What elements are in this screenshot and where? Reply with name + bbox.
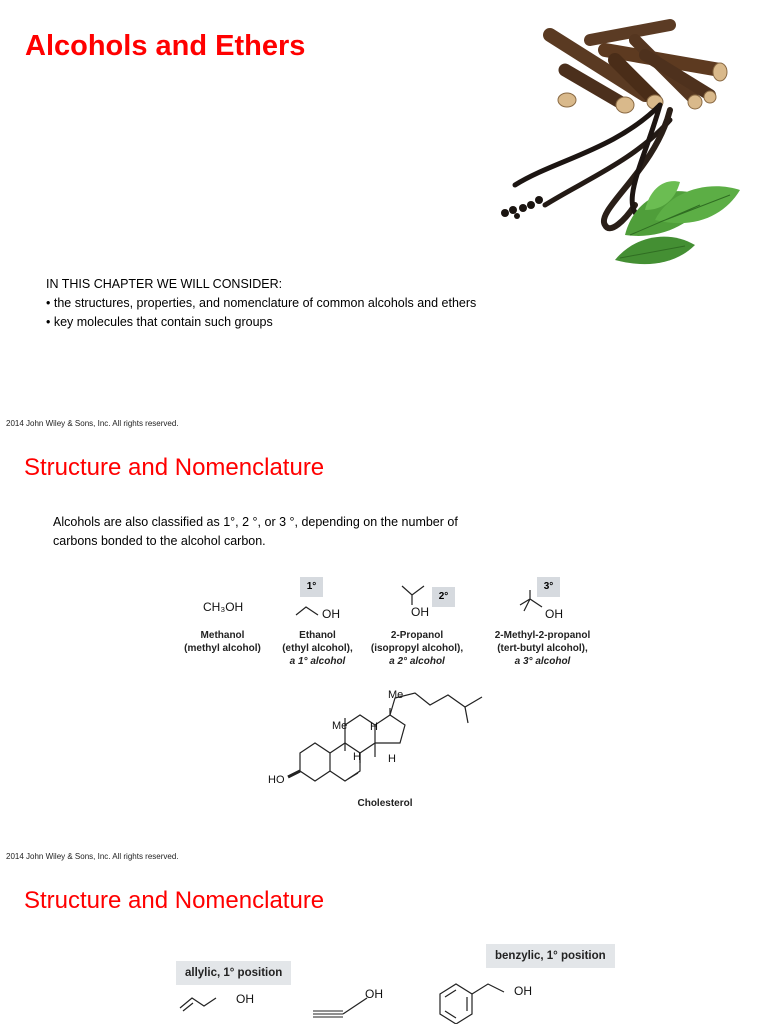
slide-title: Alcohols and Ethers [25,30,306,62]
molecule-name: Methanol [200,630,245,641]
cholesterol-h: H [388,753,396,765]
propanol-oh: OH [411,605,429,619]
copyright-text: 2014 John Wiley & Sons, Inc. All rights reserved. [6,852,179,861]
molecule-alt-name: (ethyl alcohol), [282,643,353,654]
cholesterol-ho: HO [268,774,285,786]
propargyl-oh: OH [365,987,383,1001]
cholesterol-h: H [353,751,361,763]
benzyl-oh: OH [514,984,532,998]
methanol-formula: CH₃OH [203,600,244,614]
molecule-class: a 1° alcohol [289,656,346,667]
text-line: carbons bonded to the alcohol carbon. [53,534,266,548]
primary-badge: 1° [300,577,323,597]
molecule-alt-name: (methyl alcohol) [184,643,261,654]
benzylic-badge: benzylic, 1° position [486,944,615,968]
licorice-vanilla-mint-illustration [495,10,745,265]
slide-title: Structure and Nomenclature [24,454,325,481]
chapter-intro [46,275,476,332]
benzyl-alcohol-structure [438,974,518,1024]
molecule-name: Ethanol [299,630,336,641]
molecule-alt-name: (tert-butyl alcohol), [497,643,588,654]
slide-1 [0,0,768,432]
allylic-badge: allylic, 1° position [176,961,291,985]
cholesterol-label: Cholesterol [357,798,413,809]
molecule-alt-name: (isopropyl alcohol), [370,643,464,654]
ethanol-label [275,629,360,668]
allyl-alcohol-structure [180,988,240,1018]
cholesterol-h: H [370,721,378,733]
slide-3 [0,866,768,1024]
propargyl-alcohol-structure [313,994,373,1024]
ethanol-oh: OH [322,607,340,621]
classification-text [53,513,458,551]
tert-butanol-oh: OH [545,607,563,621]
text-line: Alcohols are also classified as 1°, 2 °, or 3 °, depending on the number of [53,515,458,529]
molecule-class: a 3° alcohol [514,656,571,667]
intro-heading: IN THIS CHAPTER WE WILL CONSIDER: [46,277,283,291]
propanol-label [362,629,472,668]
molecule-name: 2-Methyl-2-propanol [494,630,591,641]
bullet-item: • the structures, properties, and nomenclature of common alcohols and ethers [46,296,477,310]
slide-title: Structure and Nomenclature [24,887,325,914]
allyl-oh: OH [236,992,254,1006]
slide-2 [0,433,768,865]
copyright-text: 2014 John Wiley & Sons, Inc. All rights reserved. [6,419,179,428]
tertiary-badge: 3° [537,577,560,597]
cholesterol-me-left: Me [332,720,348,732]
tert-butanol-label [485,629,600,668]
cholesterol-me-top: Me [388,689,404,701]
bullet-item: • key molecules that contain such groups [46,315,273,329]
molecule-class: a 2° alcohol [389,656,445,667]
secondary-badge: 2° [432,587,455,607]
methanol-label [175,629,270,655]
molecule-name: 2-Propanol [390,630,444,641]
